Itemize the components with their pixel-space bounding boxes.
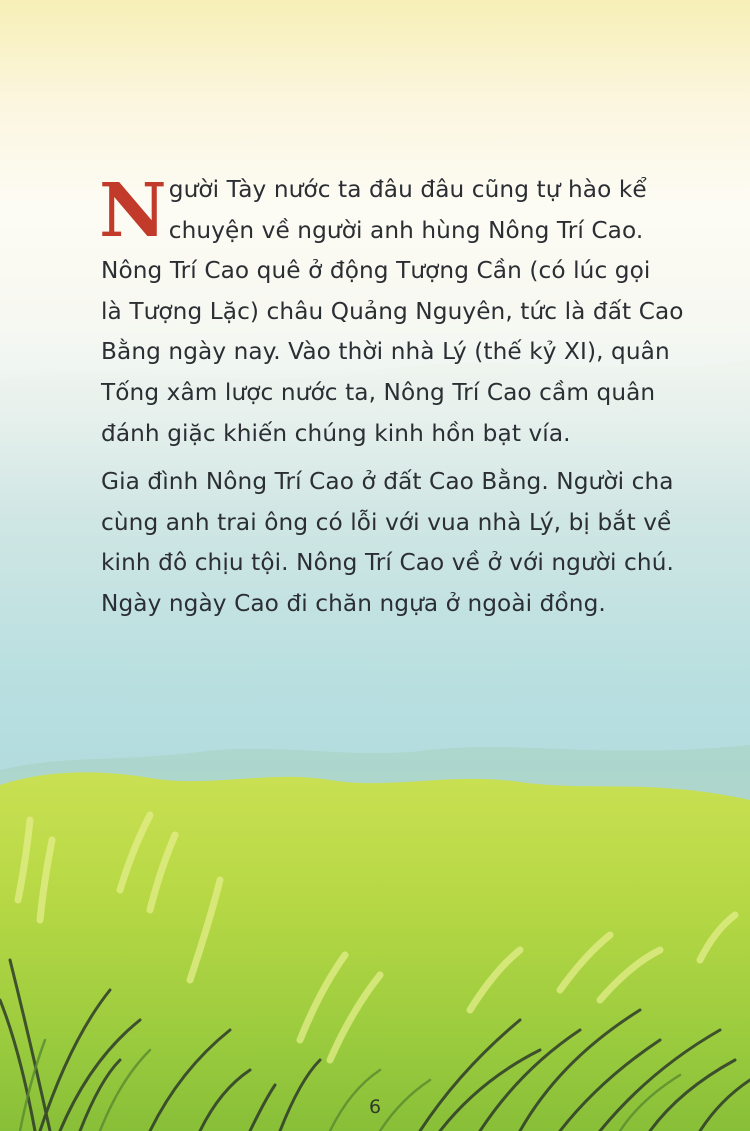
text-line: Gia đình Nông Trí Cao ở đất Cao Bằng. Người cha <box>101 468 674 496</box>
text-line: Ngày ngày Cao đi chăn ngựa ở ngoài đồng. <box>101 589 606 617</box>
meadow <box>0 772 750 1131</box>
text-line: là Tượng Lặc) châu Quảng Nguyên, tức là đất Cao <box>101 297 684 325</box>
text-line: cùng anh trai ông có lỗi với vua nhà Lý, bị bắt về <box>101 508 672 536</box>
story-text <box>101 170 701 625</box>
text-line: chuyện về người anh hùng Nông Trí Cao. <box>168 216 644 244</box>
text-line: Nông Trí Cao quê ở động Tượng Cần (có lúc gọi <box>101 257 651 285</box>
page-number: 6 <box>368 1096 382 1118</box>
text-line: kinh đô chịu tội. Nông Trí Cao về ở với người chú. <box>101 549 674 577</box>
paragraph-2 <box>101 462 701 624</box>
paragraph-1 <box>101 170 701 454</box>
drop-cap: N <box>99 168 167 254</box>
text-line: Tống xâm lược nước ta, Nông Trí Cao cầm quân <box>101 378 656 406</box>
text-line: đánh giặc khiến chúng kinh hồn bạt vía. <box>101 419 571 447</box>
text-line: Bằng ngày nay. Vào thời nhà Lý (thế kỷ XI), quân <box>101 338 670 366</box>
text-line: gười Tày nước ta đâu đâu cũng tự hào kể <box>168 176 647 203</box>
